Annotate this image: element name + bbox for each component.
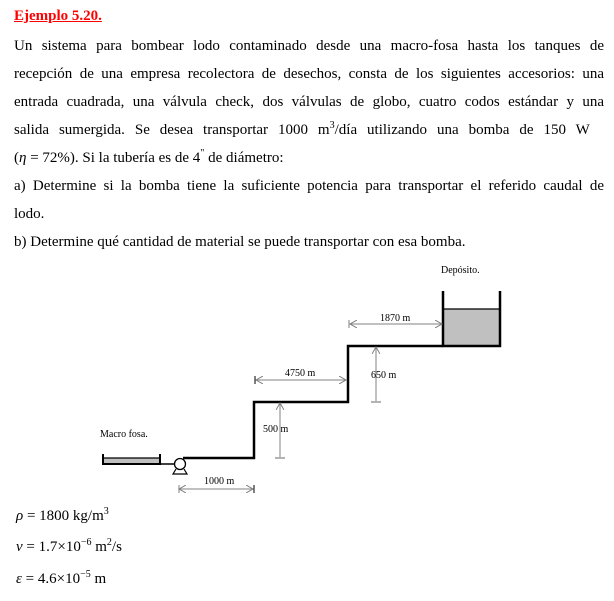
dimension-500-label: 500 m: [263, 424, 289, 435]
roughness-exponent: −5: [80, 569, 91, 580]
deposit-label: Depósito.: [441, 265, 480, 276]
problem-line-1: Un sistema para bombear lodo contaminado desde una macro-fosa hasta los tanques de: [14, 38, 604, 54]
viscosity-unit: m: [91, 539, 107, 555]
dimension-1000-label: 1000 m: [204, 476, 235, 487]
inch-mark: ": [200, 148, 205, 159]
discharge-pipe: [183, 346, 443, 458]
roughness-symbol: ε: [16, 571, 22, 587]
viscosity-symbol: ν: [16, 539, 23, 555]
dimension-4750: [255, 368, 346, 384]
diameter-text: de diámetro:: [204, 150, 284, 166]
density-exponent: 3: [103, 506, 109, 517]
dimension-1000: [179, 476, 254, 493]
roughness-unit: m: [90, 571, 107, 587]
pit-label: Macro fosa.: [100, 429, 148, 440]
flow-text: salida sumergida. Se desea transportar 1000 m: [14, 122, 330, 138]
question-b: b) Determine qué cantidad de material se puede transportar con esa bomba.: [14, 234, 466, 250]
dimension-650-label: 650 m: [371, 370, 397, 381]
dimension-4750-label: 4750 m: [285, 368, 316, 379]
dimension-1870: [349, 313, 442, 328]
roughness: [16, 571, 106, 588]
example-title: Ejemplo 5.20.: [14, 8, 102, 24]
roughness-value: = 4.6×10: [21, 571, 81, 587]
dimension-1870-label: 1870 m: [380, 313, 411, 324]
paren-open: (: [14, 150, 19, 166]
viscosity-exponent: −6: [80, 537, 92, 548]
question-a-line-2: lodo.: [14, 206, 45, 222]
efficiency-symbol: η: [19, 150, 27, 166]
efficiency-text: = 72%). Si la tubería es de 4: [26, 150, 201, 166]
kinematic-viscosity: [16, 539, 122, 556]
deposit-liquid: [443, 309, 500, 346]
pump-icon: [173, 459, 187, 475]
problem-line-3: entrada cuadrada, una válvula check, dos válvulas de globo, cuatro codos estándar y una: [14, 94, 604, 110]
flow-exponent: 3: [329, 120, 335, 131]
viscosity-unit-post: /s: [111, 539, 122, 555]
viscosity-value: = 1.7×10: [22, 539, 81, 555]
viscosity-unit-exponent: 2: [106, 537, 112, 548]
question-a-line-1: a) Determine si la bomba tiene la suficiente potencia para transportar el referido caudal de: [14, 178, 604, 194]
pump-text: /día utilizando una bomba de 150 W: [334, 122, 590, 138]
problem-line-2: recepción de una empresa recolectora de desechos, consta de los siguientes accesorios: una: [14, 66, 604, 82]
dimension-650: [371, 347, 397, 402]
dimension-500: [263, 403, 289, 458]
density-symbol: ρ: [16, 508, 24, 524]
density: [16, 508, 109, 525]
density-value: = 1800 kg/m: [23, 508, 104, 524]
